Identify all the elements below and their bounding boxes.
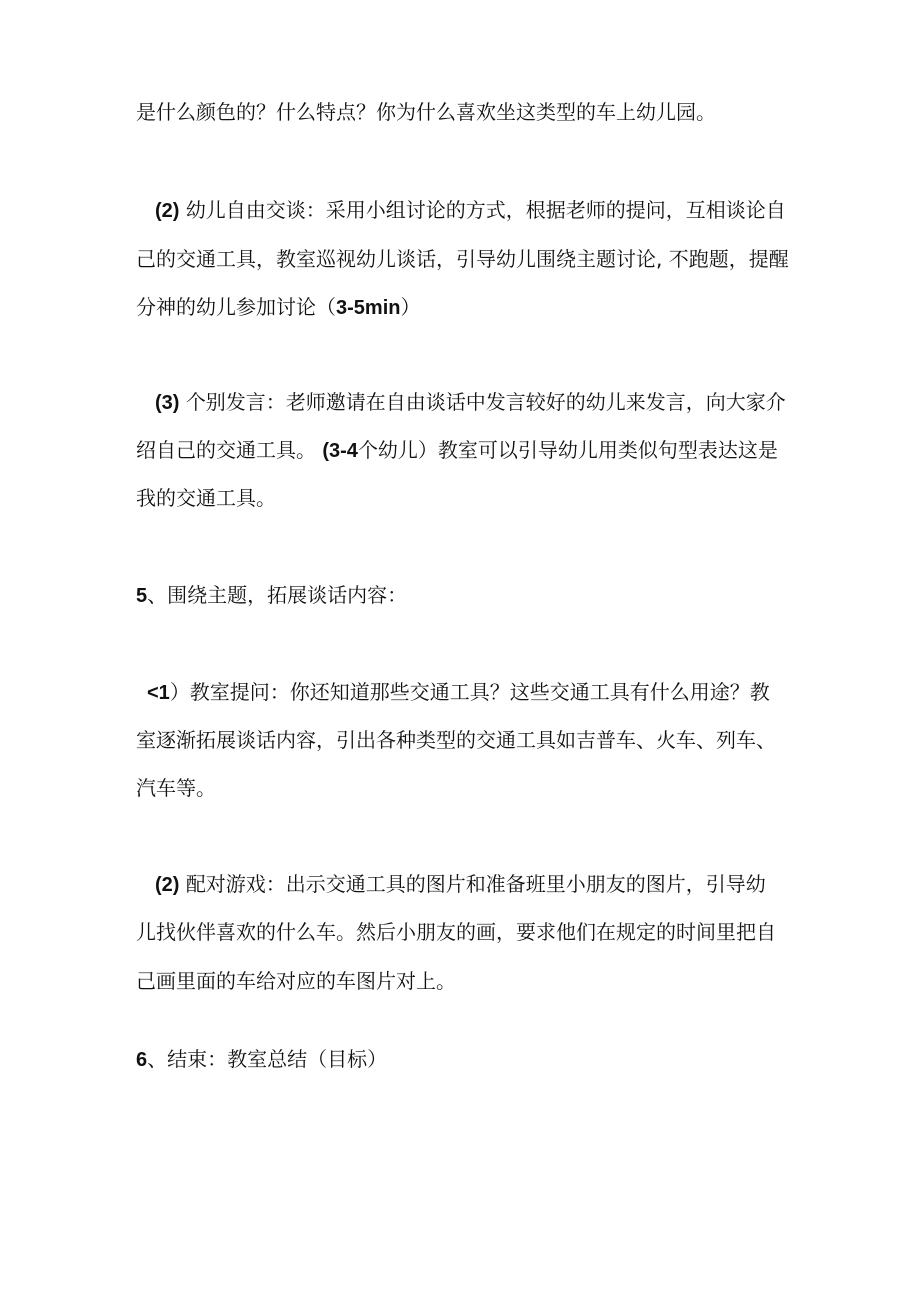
item-number: (2) (155, 200, 180, 222)
paragraph-line (136, 725, 796, 755)
line-text: 、围绕主题，拓展谈话内容： (147, 583, 408, 607)
line-text: 分神的幼儿参加讨论（ (136, 295, 336, 319)
line-text: 己的交通工具，教室巡视幼儿谈话，引导幼儿围绕主题讨论, 不跑题，提醒 (136, 247, 789, 271)
section-number: 5 (136, 585, 148, 607)
paragraph-line (136, 292, 796, 323)
line-text: 个幼儿）教室可以引导幼儿用类似句型表达这是 (357, 438, 778, 462)
line-text: 配对游戏：出示交通工具的图片和准备班里小朋友的图片，引导幼 (185, 872, 766, 896)
paragraph-line (136, 966, 796, 996)
line-text: 幼儿自由交谈：采用小组讨论的方式，根据老师的提问，互相谈论自 (185, 198, 786, 222)
line-text: ） (400, 295, 421, 319)
paragraph-line (136, 483, 796, 513)
line-text: 汽车等。 (136, 776, 216, 800)
line-text: ）教室提问：你还知道那些交通工具？这些交通工具有什么用途？教 (169, 680, 770, 704)
section-number: 6 (136, 1049, 148, 1071)
paragraph-line (155, 869, 815, 900)
line-text: 儿找伙伴喜欢的什么车。然后小朋友的画，要求他们在规定的时间里把自 (136, 920, 776, 944)
item-number: (2) (155, 874, 180, 896)
line-text: 室逐渐拓展谈话内容，引出各种类型的交通工具如吉普车、火车、列车、 (136, 728, 776, 752)
section-heading (136, 1044, 796, 1075)
paragraph-line (136, 773, 796, 803)
paragraph-line (136, 917, 796, 947)
line-text: 、结束：教室总结（目标） (147, 1047, 388, 1071)
line-text: 个别发言：老师邀请在自由谈话中发言较好的幼儿来发言，向大家介 (185, 390, 786, 414)
time-range: 3-5min (336, 297, 401, 319)
section-heading (136, 580, 796, 611)
paragraph-line (136, 435, 796, 466)
item-number: (3) (155, 392, 180, 414)
paragraph-line (155, 195, 815, 226)
line-text: 己画里面的车给对应的车图片对上。 (136, 969, 456, 993)
paragraph-line (136, 97, 796, 127)
line-text: 绍自己的交通工具。 (136, 438, 316, 462)
paragraph-line (136, 244, 796, 274)
paragraph-line (155, 387, 815, 418)
child-count: (3-4 (322, 440, 358, 462)
line-text: 是什么颜色的？什么特点？你为什么喜欢坐这类型的车上幼儿园。 (136, 100, 716, 124)
line-text: 我的交通工具。 (136, 486, 276, 510)
paragraph-line (147, 677, 807, 708)
item-number: <1 (147, 682, 170, 704)
